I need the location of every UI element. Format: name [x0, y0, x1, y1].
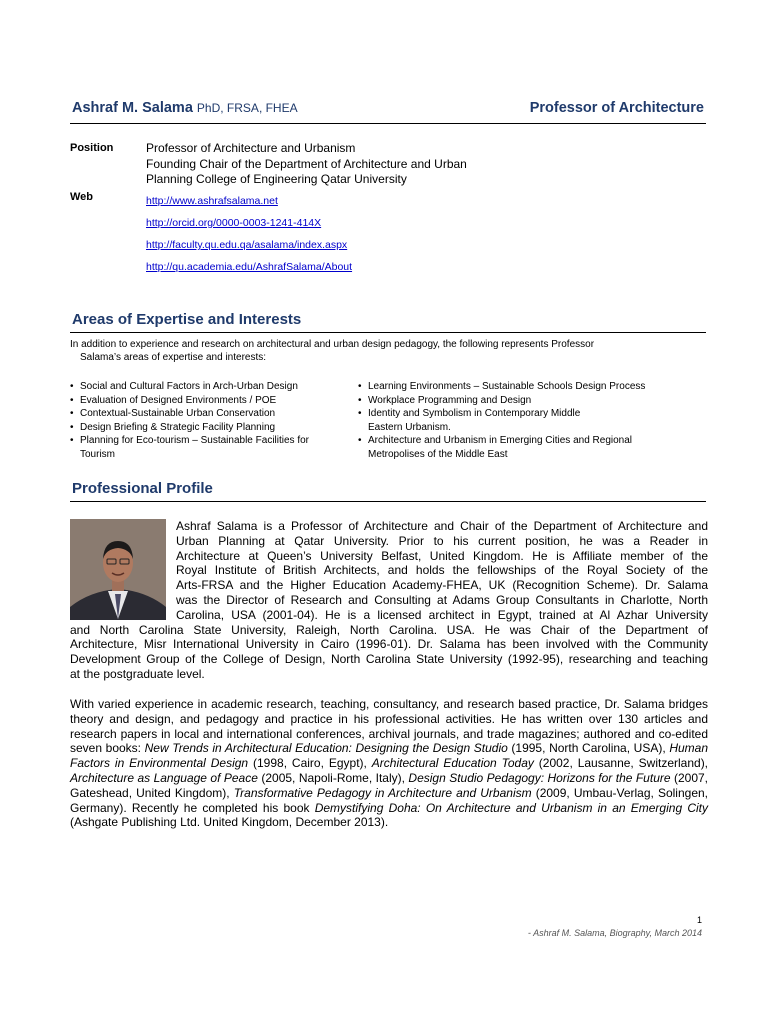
profile-paragraph-2: With varied experience in academic research, teaching, consultancy, and research based practice, Dr. Salama bridges theory and design, and pedagogy and practice in his professional activities. He has written over 130 articles and research papers in local and international conferences, archival journals, and trade magazines; authored and co-edited seven books: New Trends in Architectural Education: Designing the Design Studio (1995, North Carolina, USA), Human Factors in Environmental Design (1998, Cairo, Egypt), Architectural Education Today (2002, Lausanne, Switzerland), Architecture as Language of Peace (2005, Napoli-Rome, Italy), Design Studio Pedagogy: Horizons for the Future (2007, Gateshead, United Kingdom), Transformative Pedagogy in Architecture and Urbanism (2009, Umbau-Verlag, Solingen, Germany). Recently he completed his book Demystifying Doha: On Architecture and Urbanism in an Emerging City (Ashgate Publishing Ltd. United Kingdom, December 2013).: [70, 697, 709, 830]
profile-heading: [70, 480, 706, 502]
faculty-link[interactable]: http://faculty.qu.edu.qa/asalama/index.aspx: [146, 239, 348, 251]
page-header: [70, 100, 706, 124]
expertise-list-right: [358, 380, 703, 461]
list-item: • Workplace Programming and Design: [358, 394, 532, 406]
position-line: Planning College of Engineering Qatar University: [146, 172, 407, 186]
list-item: • Evaluation of Designed Environments / POE: [70, 394, 277, 406]
expertise-heading: [70, 311, 706, 333]
list-item: • Architecture and Urbanism in Emerging Cities and Regional Metropolises of the Middle East: [358, 435, 633, 460]
orcid-link[interactable]: http://orcid.org/0000-0003-1241-414X: [146, 217, 322, 229]
list-item: • Contextual-Sustainable Urban Conservation: [70, 408, 276, 419]
academia-link[interactable]: http://qu.academia.edu/AshrafSalama/About: [146, 261, 353, 273]
profile-title: Professional Profile: [72, 480, 213, 497]
position-line: Professor of Architecture and Urbanism: [146, 141, 356, 155]
author-role: Professor of Architecture: [529, 100, 704, 116]
credentials: PhD, FRSA, FHEA: [196, 101, 298, 115]
author-name: [72, 100, 298, 116]
profile-paragraph-1: Ashraf Salama is a Professor of Architecture and Chair of the Department of Architecture and Urban Planning at Qatar University. Prior to his current position, he was a Reader in Architecture at Queen’s University Belfast, United Kingdom. He is Affiliate member of the Royal Institute of British Architects, and holds the fellowships of the Royal Society of the Arts-FRSA and the Higher Education Academy-FHEA, UK (Recognition Scheme). Dr. Salama was the Director of Research and Consulting at Adams Group Consultants in Charlotte, North Carolina, USA (2001-04). He is a licensed architect in Egypt, trained at Al Azhar University and North Carolina State University, Raleigh, North Carolina. USA. He was Chair of the Department of Architecture, Misr International University in Cairo (1996-01). Dr. Salama has been involved with the Community Development Group of the College of Design, North Carolina State University (1992-95), researching and teaching at the postgraduate level.: [70, 519, 708, 681]
page-number: 1: [696, 915, 702, 925]
list-item: • Learning Environments – Sustainable Schools Design Process: [358, 381, 646, 392]
expertise-intro: [70, 339, 690, 364]
expertise-list-left: [70, 380, 350, 461]
list-item: • Social and Cultural Factors in Arch-Urban Design: [70, 381, 298, 392]
position-text: [146, 141, 526, 188]
name-text: Ashraf M. Salama: [72, 100, 193, 116]
intro-line: Salama’s areas of expertise and interests:: [80, 351, 267, 363]
web-label: Web: [70, 191, 94, 203]
position-label: Position: [70, 142, 114, 154]
website-link[interactable]: http://www.ashrafsalama.net: [146, 195, 278, 207]
footer-note: - Ashraf M. Salama, Biography, March 2014: [527, 928, 702, 938]
list-item: • Identity and Symbolism in Contemporary Middle Eastern Urbanism.: [358, 408, 581, 433]
position-line: Founding Chair of the Department of Architecture and Urban: [146, 156, 467, 171]
intro-line: In addition to experience and research on architectural and urban design pedagogy, the following represents Professor: [70, 339, 595, 350]
list-item: • Design Briefing & Strategic Facility Planning: [70, 421, 276, 433]
expertise-title: Areas of Expertise and Interests: [72, 311, 302, 328]
list-item: • Planning for Eco-tourism – Sustainable Facilities for Tourism: [70, 435, 309, 460]
profile-indented-lines: Ashraf Salama is a Professor of Architecture and Chair of the Department of Architecture and Urban Planning at Qatar University. Prior to his current position, he was a Reader in Architecture at Queen’s University Belfast, United Kingdom. He is Affiliate member of the Royal Institute of British Architects, and holds the fellowships of the Royal Society of the Arts-FRSA and the Higher Education Academy-FHEA, UK (Recognition Scheme). Dr. Salama was the Director of Research and Consulting at Adams Group Consultants in Charlotte, North Carolina, USA (2001-04). He is a licensed architect in Egypt, trained at Al Azhar University: [176, 519, 708, 622]
